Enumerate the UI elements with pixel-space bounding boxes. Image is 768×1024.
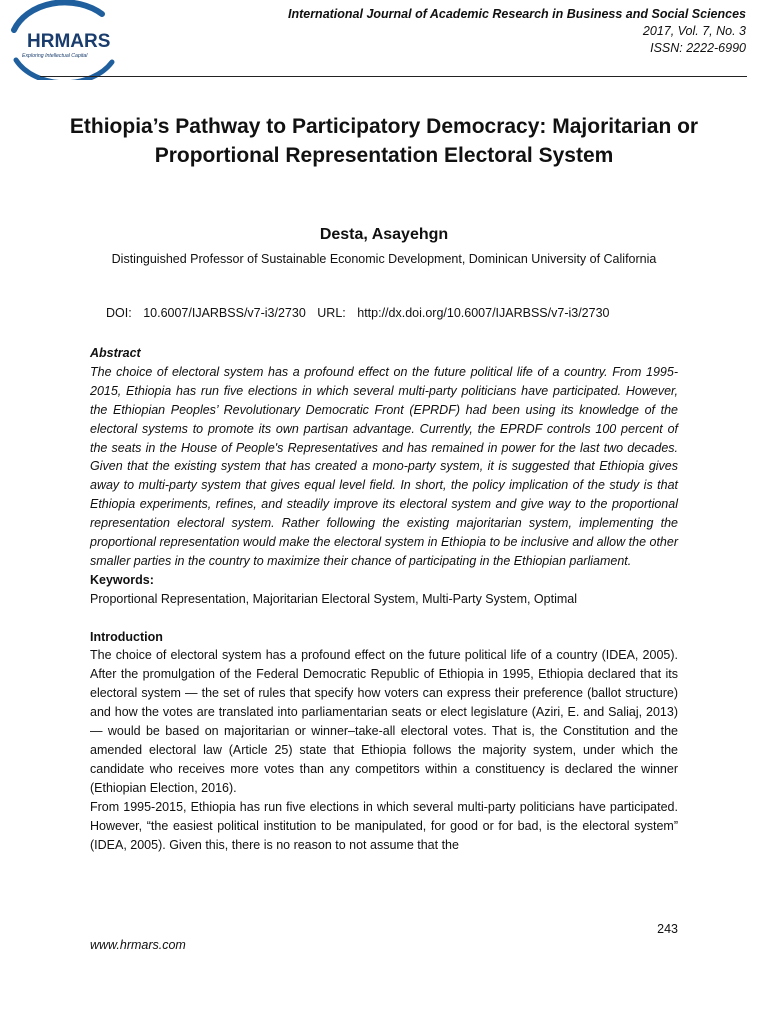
page-number: 243 (657, 922, 678, 936)
keywords-text: Proportional Representation, Majoritarian Electoral System, Multi-Party System, Optimal (90, 591, 577, 606)
issn: ISSN: 2222-6990 (650, 41, 746, 55)
url-link[interactable]: http://dx.doi.org/10.6007/IJARBSS/v7-i3/2730 (357, 306, 610, 320)
url-label: URL: (317, 306, 346, 320)
journal-header (226, 6, 746, 57)
keywords-heading: Keywords: (90, 572, 154, 587)
doi-value[interactable]: 10.6007/IJARBSS/v7-i3/2730 (143, 306, 306, 320)
abstract-text: The choice of electoral system has a profound effect on the future political life of a country. From 1995-2015, Ethiopia has run five elections in which several multi-party politicians have participated. However, the Ethiopian Peoples’ Revolutionary Democratic Front (EPRDF) had been using its knowledge of the electoral systems to promote its own partisan advantage. Currently, the EPRDF controls 100 percent of the seats in the House of People's Representatives and has remained in power for the last two decades. Given that the existing system that has created a mono-party system, it is suggested that Ethiopia gives away to multi-party system that gives equal level field. In short, the policy implication of the study is that Ethiopia experiments, refines, and steadily improve its electoral system and give way to the proportional representation electoral system. Rather following the existing majoritarian system, implementing the proportional representation would make the electoral system in Ethiopia to be inclusive and allow the other smaller parties in the country to maximize their chance of participating in the Ethiopian parliament. (90, 364, 678, 568)
hrmars-logo[interactable] (0, 0, 125, 80)
article-body (90, 344, 678, 854)
header-divider (40, 76, 747, 77)
author-affiliation: Distinguished Professor of Sustainable Economic Development, Dominican University of California (111, 252, 657, 266)
abstract-heading: Abstract (90, 346, 141, 360)
footer-website-link[interactable]: www.hrmars.com (90, 938, 186, 952)
introduction-heading: Introduction (90, 629, 163, 644)
doi-label: DOI: (106, 306, 132, 320)
paper-title: Ethiopia’s Pathway to Participatory Democracy: Majoritarian or Proportional Representation Electoral System (69, 115, 699, 167)
journal-name: International Journal of Academic Research in Business and Social Sciences (287, 7, 746, 21)
author-name: Desta, Asayehgn (319, 226, 449, 243)
logo-text: HRMARS (27, 31, 111, 52)
section-spacer (90, 609, 678, 628)
introduction-paragraph-2: From 1995-2015, Ethiopia has run five elections in which several multi-party politicians have participated. However, “the easiest political institution to be manipulated, for good or for bad, is the electoral system” (IDEA, 2005). Given this, there is no reason to not assume that the (90, 799, 678, 852)
logo-graphic (0, 0, 125, 80)
introduction-paragraph-1: The choice of electoral system has a profound effect on the future political life of a country (IDEA, 2005). After the promulgation of the Federal Democratic Republic of Ethiopia in 1995, Ethiopia declared that its electoral system — the set of rules that specify how voters can express their preference (ballot structure) and how the votes are translated into parliamentarian seats or elect legislature (Aziri, E. and Saliaj, 2013) — would be based on majoritarian or winner–take-all electoral votes. That is, the Constitution and the amended electoral law (Article 25) state that Ethiopia follows the majority system, under which the candidate who receives more votes than any competitors within a constituency is declared the winner (Ethiopian Election, 2016). (90, 648, 678, 795)
doi-line (106, 306, 726, 320)
logo-tagline: Exploring Intellectual Capital (22, 53, 88, 59)
volume-issue: 2017, Vol. 7, No. 3 (642, 24, 746, 38)
